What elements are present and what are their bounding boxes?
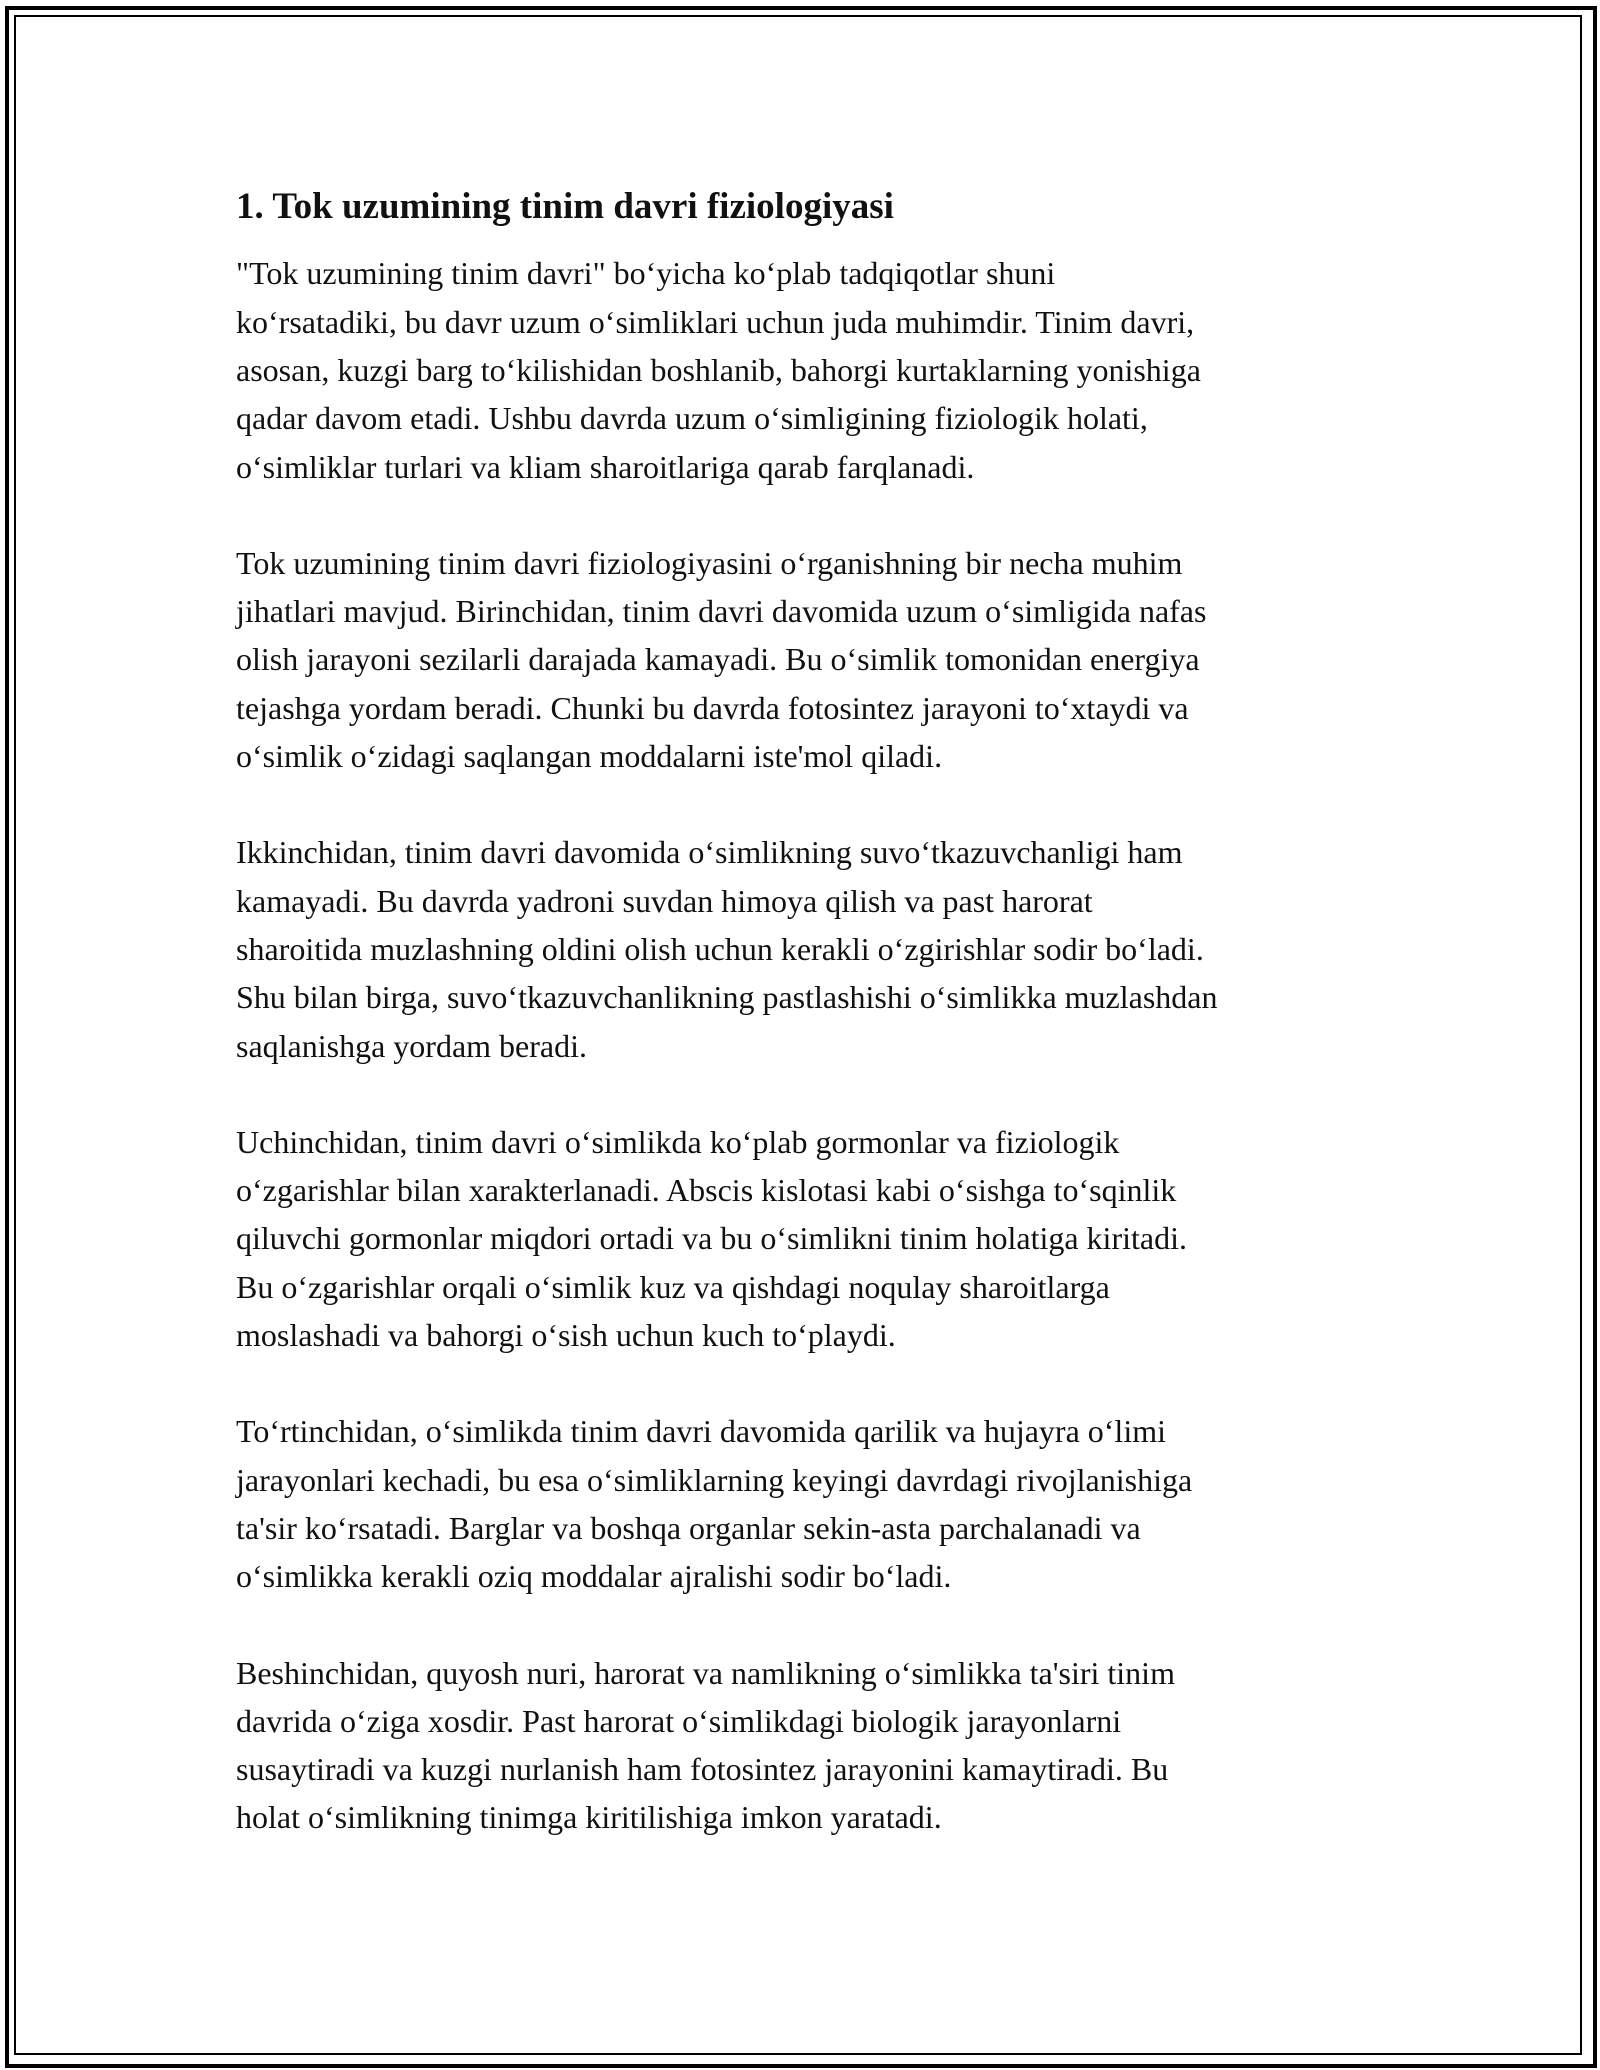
paragraph-first-aspect: Tok uzumining tinim davri fiziologiyasini o‘rganishning bir necha muhim jihatlari mavjud. Birinchidan, tinim davri davomida uzum o‘simligida nafas olish jarayoni sezilarli darajada kamayadi. Bu o‘simlik tomonidan energiya tejashga yordam beradi. Chunki bu davrda fotosintez jarayoni to‘xtaydi va o‘simlik o‘zidagi saqlangan moddalarni iste'mol qiladi. xyxy=(236,544,1207,775)
document-body xyxy=(236,185,1376,1890)
paragraph-intro: "Tok uzumining tinim davri" bo‘yicha ko‘plab tadqiqotlar shuni ko‘rsatadiki, bu davr uzum o‘simliklari uchun juda muhimdir. Tinim davri, asosan, kuzgi barg to‘kilishidan boshlanib, bahorgi kurtaklarning yonishiga qadar davom etadi. Ushbu davrda uzum o‘simligining fiziologik holati, o‘simliklar turlari va kliam sharoitlariga qarab farqlanadi. xyxy=(236,255,1201,485)
section-heading: 1. Tok uzumining tinim davri fiziologiyasi xyxy=(236,186,894,227)
paragraph-fifth-aspect: Beshinchidan, quyosh nuri, harorat va namlikning o‘simlikka ta'siri tinim davrida o‘ziga xosdir. Past harorat o‘simlikdagi biologik jarayonlarni susaytiradi va kuzgi nurlanish ham fotosintez jarayonini kamaytiradi. Bu holat o‘simlikning tinimga kiritilishiga imkon yaratadi. xyxy=(236,1654,1175,1836)
paragraph-third-aspect: Uchinchidan, tinim davri o‘simlikda ko‘plab gormonlar va fiziologik o‘zgarishlar bilan xarakterlanadi. Abscis kislotasi kabi o‘sishga to‘sqinlik qiluvchi gormonlar miqdori ortadi va bu o‘simlikni tinim holatiga kiritadi. Bu o‘zgarishlar orqali o‘simlik kuz va qishdagi noqulay sharoitlarga moslashadi va bahorgi o‘sish uchun kuch to‘playdi. xyxy=(236,1123,1187,1354)
paragraph-fourth-aspect: To‘rtinchidan, o‘simlikda tinim davri davomida qarilik va hujayra o‘limi jarayonlari kechadi, bu esa o‘simliklarning keyingi davrdagi rivojlanishiga ta'sir ko‘rsatadi. Barglar va boshqa organlar sekin-asta parchalanadi va o‘simlikka kerakli oziq moddalar ajralishi sodir bo‘ladi. xyxy=(236,1413,1193,1595)
paragraph-second-aspect: Ikkinchidan, tinim davri davomida o‘simlikning suvo‘tkazuvchanligi ham kamayadi. Bu davrda yadroni suvdan himoya qilish va past harorat sharoitida muzlashning oldini olish uchun kerakli o‘zgirishlar sodir bo‘ladi. Shu bilan birga, suvo‘tkazuvchanlikning pastlashishi o‘simlikka muzlashdan saqlanishga yordam beradi. xyxy=(236,834,1218,1064)
